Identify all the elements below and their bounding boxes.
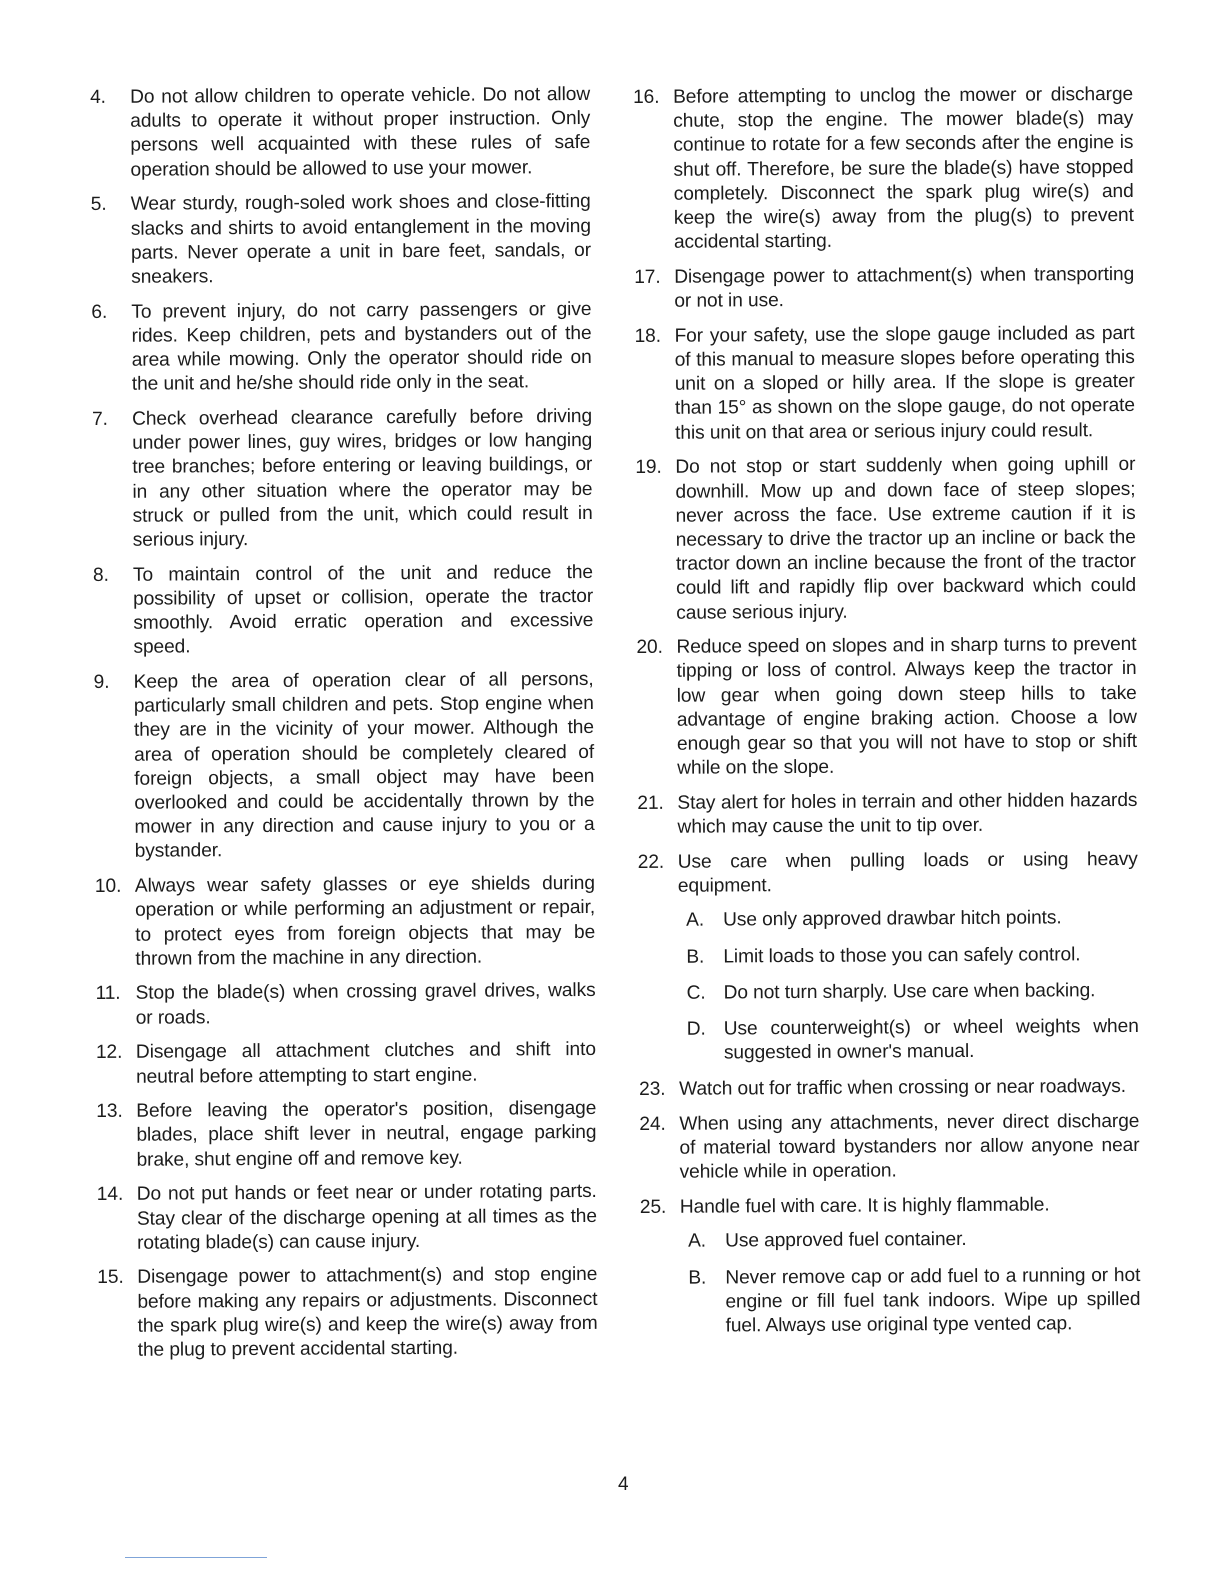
list-item xyxy=(94,668,595,865)
sub-item-letter: B. xyxy=(686,946,705,968)
list-item xyxy=(97,1180,597,1256)
item-text: Keep the area of operation clear of all persons, particularly small children and pets. Stop engine when they are in the vicinity of your mower. Although the area of operation should be completely cleared of foreign objects, a small object may have been overlooked and could be accidentally thrown by the mower in any direction and cause injury to you or a bystander. xyxy=(133,668,595,863)
sub-item xyxy=(686,906,1138,933)
list-item xyxy=(638,848,1138,899)
item-number: 17. xyxy=(634,266,661,288)
item-number: 10. xyxy=(94,875,122,898)
right-column xyxy=(633,83,1141,1351)
item-number: 16. xyxy=(633,86,660,108)
list-item xyxy=(96,1097,596,1173)
sub-item-text: Limit loads to those you can safely control. xyxy=(723,943,1081,967)
item-text: Handle fuel with care. It is highly flammable. xyxy=(679,1194,1050,1218)
item-number: 7. xyxy=(91,408,108,430)
sub-item-text: Never remove cap or add fuel to a running or hot engine or fill fuel tank indoors. Wipe up spilled fuel. Always use original type vented cap. xyxy=(725,1264,1141,1337)
item-text: Watch out for traffic when crossing or near roadways. xyxy=(679,1076,1127,1101)
item-number: 5. xyxy=(90,194,107,216)
item-number: 4. xyxy=(90,86,106,108)
list-item xyxy=(95,872,596,972)
list-item xyxy=(90,83,591,183)
item-text: For your safety, use the slope gauge included as part of this manual to measure slopes before operating this unit on a sloped or hilly area. If the slope is greater than 15° as shown on the slope gauge, do not operate this unit on that area or serious injury could result. xyxy=(674,322,1136,444)
item-number: 15. xyxy=(97,1267,124,1289)
list-item xyxy=(95,979,595,1030)
list-item xyxy=(634,263,1134,314)
list-item xyxy=(637,789,1137,840)
sub-item-text: Use only approved drawbar hitch points. xyxy=(723,907,1062,931)
sub-item-letter: A. xyxy=(687,1230,707,1253)
item-number: 13. xyxy=(96,1101,123,1123)
item-number: 9. xyxy=(93,671,110,693)
item-text: Reduce speed on slopes and in sharp turns to prevent tipping or loss of control. Always keep the tractor in low gear when going down steep hills to take advantage of engine braking action. Choose a low enough gear so that you will not have to stop or shift while on the slope. xyxy=(676,634,1138,780)
item-number: 21. xyxy=(637,792,664,814)
item-number: 20. xyxy=(636,637,663,659)
item-number: 24. xyxy=(639,1113,666,1135)
item-text: Stop the blade(s) when crossing gravel drives, walks or roads. xyxy=(135,980,596,1029)
item-text: Always wear safety glasses or eye shields during operation or while performing an adjustment or repair, to protect eyes from foreign objects that may be thrown from the machine in any direction. xyxy=(134,873,596,970)
item-number: 11. xyxy=(95,983,121,1005)
item-text: To prevent injury, do not carry passengers or give rides. Keep children, pets and bystanders out of the area while mowing. Only the operator should ride on the unit and he/she should ride only in the seat. xyxy=(131,298,592,395)
item-number: 19. xyxy=(635,457,662,479)
list-item xyxy=(91,298,592,398)
item-text: Check overhead clearance carefully before driving under power lines, guy wires, bridges or low hanging tree branches; before entering or leaving buildings, or in any other situation where the operator may be struck or pulled from the unit, which could result in serious injury. xyxy=(131,405,593,551)
item-number: 12. xyxy=(95,1042,123,1064)
sub-item xyxy=(686,942,1138,969)
item-text: Wear sturdy, rough-soled work shoes and close-fitting slacks and shirts to avoid entanglement in the moving parts. Never operate a unit in bare feet, sandals, or sneakers. xyxy=(130,191,592,288)
item-text: To maintain control of the unit and reduce the possibility of upset or collision, operate the tractor smoothly. Avoid erratic operation and excessive speed. xyxy=(132,561,594,659)
item-number: 6. xyxy=(91,301,108,323)
sub-item xyxy=(686,979,1138,1006)
list-item xyxy=(96,1038,596,1089)
item-text: Do not put hands or feet near or under rotating parts. Stay clear of the discharge opening at all times as the rotating blade(s) can cause injury. xyxy=(136,1181,597,1254)
sub-item xyxy=(688,1227,1140,1254)
sub-item xyxy=(687,1015,1139,1066)
left-column xyxy=(90,83,598,1374)
item-number: 22. xyxy=(637,851,665,873)
bottom-rule xyxy=(125,1557,267,1558)
list-item xyxy=(97,1263,598,1363)
item-number: 23. xyxy=(639,1079,666,1101)
item-number: 18. xyxy=(634,325,661,347)
item-text: Before leaving the operator's position, disengage blades, place shift lever in neutral, engage parking brake, shut engine off and remove key. xyxy=(136,1098,597,1171)
item-text: Use care when pulling loads or using heavy equipment. xyxy=(677,848,1138,897)
item-text: Stay alert for holes in terrain and other hidden hazards which may cause the unit to tip over. xyxy=(677,789,1138,838)
list-item xyxy=(634,322,1135,446)
list-item xyxy=(640,1193,1140,1220)
item-text: Disengage power to attachment(s) when transporting or not in use. xyxy=(674,263,1135,312)
item-text: Do not allow children to operate vehicle. Do not allow adults to operate it without proper instruction. Only persons well acquainted with these rules of safe operation should be allowed to use your mower. xyxy=(130,83,591,181)
item-number: 14. xyxy=(96,1184,124,1206)
sub-item-letter: A. xyxy=(686,909,705,931)
sub-item-letter: C. xyxy=(686,982,706,1004)
item-text: Before attempting to unclog the mower or discharge chute, stop the engine. The mower blade(s) may continue to rotate for a few seconds after the engine is shut off. Therefore, be sure the blade(s) have stopped completely. Disconnect the spark plug wire(s) and keep the wire(s) away from the plug(s) to prevent accidental starting. xyxy=(673,83,1134,253)
sub-item xyxy=(688,1263,1140,1338)
sub-item-letter: D. xyxy=(686,1018,706,1040)
item-text: When using any attachments, never direct discharge of material toward bystanders nor allow anyone near vehicle while in operation. xyxy=(679,1110,1140,1184)
list-item xyxy=(636,633,1137,781)
list-item xyxy=(639,1110,1139,1186)
item-text: Disengage all attachment clutches and shift into neutral before attempting to start engine. xyxy=(135,1039,596,1088)
item-number: 25. xyxy=(639,1196,667,1219)
sub-item-text: Use counterweight(s) or wheel weights when suggested in owner's manual. xyxy=(723,1015,1139,1064)
list-item xyxy=(93,561,594,661)
sub-item-text: Use approved fuel container. xyxy=(724,1229,967,1252)
list-item xyxy=(91,190,592,290)
item-text: Disengage power to attachment(s) and stop engine before making any repairs or adjustments. Disconnect the spark plug wire(s) and keep the wire(s) away from the plug to prevent accidental starting. xyxy=(137,1264,598,1361)
item-text: Do not stop or start suddenly when going uphill or downhill. Mow up and down face of steep slopes; never across the face. Use extreme caution if it is necessary to drive the tractor up an incline or back the tractor down an incline because the front of the tractor could lift and rapidly flip over backward which could cause serious injury. xyxy=(675,454,1137,624)
list-item xyxy=(92,405,593,553)
page-number: 4 xyxy=(618,1474,629,1495)
list-item xyxy=(633,83,1134,255)
sub-item-letter: B. xyxy=(688,1267,707,1289)
item-number: 8. xyxy=(92,564,109,586)
list-item xyxy=(635,453,1136,625)
sub-item-text: Do not turn sharply. Use care when backing. xyxy=(723,979,1096,1004)
list-item xyxy=(639,1075,1139,1102)
